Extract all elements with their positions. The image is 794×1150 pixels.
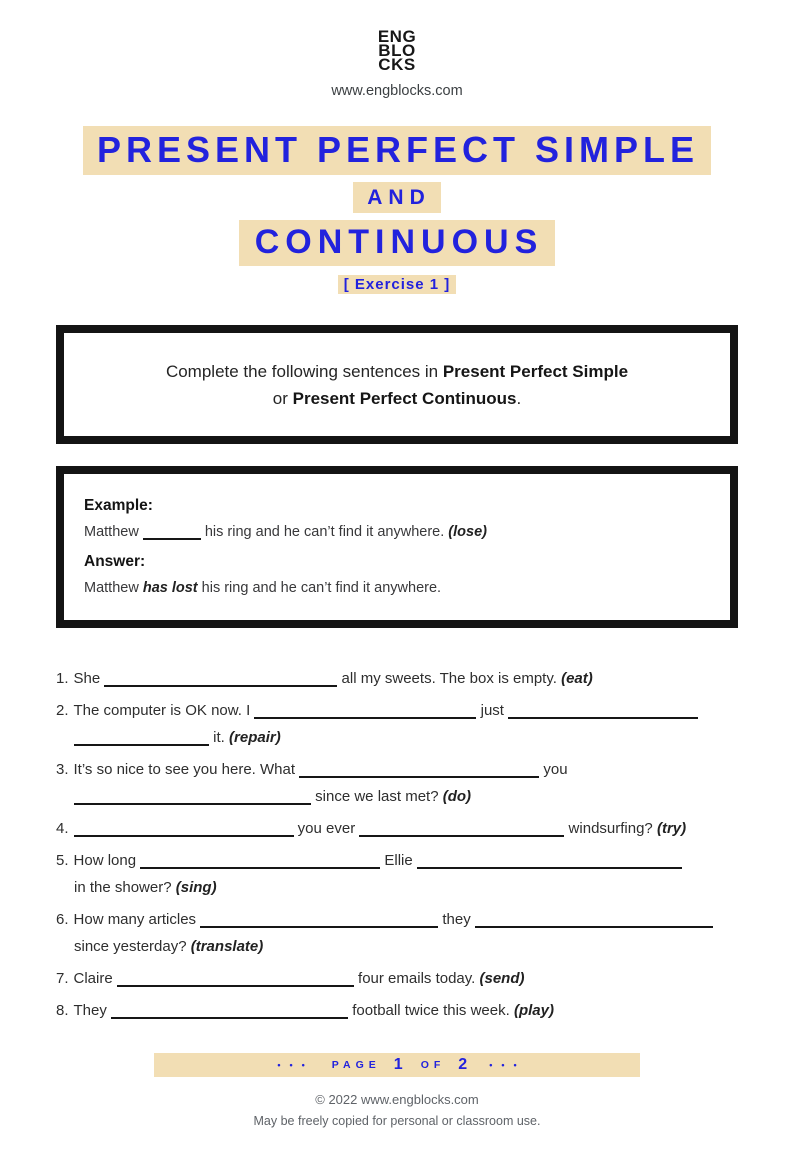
exercise-item: [56, 906, 738, 960]
verb-hint: (repair): [229, 729, 281, 746]
worksheet-page: [56, 27, 738, 1128]
sentence-text: How many articles: [73, 911, 201, 928]
exercise-line: [56, 756, 738, 783]
sentence-text: .: [516, 389, 522, 408]
exercise-line: [74, 874, 738, 901]
verb-hint: (do): [442, 788, 472, 805]
of-label: OF: [420, 1059, 446, 1071]
answer-blank: [104, 674, 337, 687]
sentence-text: They: [73, 1002, 112, 1019]
answer-blank: [74, 824, 294, 837]
example-box: [56, 466, 738, 628]
exercise-item: [56, 756, 738, 810]
current-page-number: 1: [393, 1056, 403, 1073]
exercise-tag-text: [ Exercise 1 ]: [338, 275, 457, 294]
answer-blank: [299, 765, 539, 778]
exercise-line: [74, 783, 738, 810]
exercise-item: [56, 815, 738, 842]
sentence-text: Present Perfect Continuous: [292, 389, 517, 408]
exercise-line: [74, 933, 738, 960]
exercise-item: [56, 697, 738, 751]
engblocks-logo: [56, 27, 738, 74]
item-number: 3.: [56, 761, 69, 778]
answer-blank: [140, 856, 380, 869]
answer-blank: [143, 527, 201, 540]
answer-blank: [74, 733, 209, 746]
exercise-line: [56, 906, 738, 933]
verb-hint: (send): [479, 970, 525, 987]
exercise-line: [56, 997, 738, 1024]
answer-blank: [417, 856, 682, 869]
logo-text-line: BLO: [378, 41, 416, 60]
instruction-line: [76, 385, 718, 412]
worksheet-title: [56, 126, 738, 294]
exercise-line: [56, 665, 738, 692]
sentence-text: Complete the following sentences in: [165, 362, 443, 381]
title-text: AND: [353, 182, 441, 213]
exercise-item: [56, 997, 738, 1024]
answer-blank: [111, 1006, 348, 1019]
sentence-text: you: [539, 761, 568, 778]
verb-hint: (translate): [190, 938, 264, 955]
sentence-text: his ring and he can’t find it anywhere.: [197, 580, 442, 596]
verb-hint: (sing): [175, 879, 217, 896]
title-line-2: [56, 182, 738, 213]
sentence-text: four emails today.: [353, 970, 480, 987]
sentence-text: Present Perfect Simple: [442, 362, 629, 381]
title-line-3: [56, 220, 738, 266]
item-number: 7.: [56, 970, 69, 987]
copyright-line: © 2022 www.engblocks.com: [315, 1092, 479, 1107]
answer-blank: [74, 792, 311, 805]
sentence-text: Matthew: [84, 524, 143, 540]
title-text: PRESENT PERFECT SIMPLE: [83, 126, 711, 175]
verb-hint: (eat): [561, 670, 593, 687]
exercise-line: [56, 697, 738, 724]
sentence-text: Matthew: [84, 580, 143, 596]
sentence-text: or: [272, 389, 293, 408]
verb-hint: has lost: [142, 580, 198, 596]
exercise-list: [56, 665, 738, 1024]
page-label: PAGE: [331, 1059, 381, 1071]
title-text: CONTINUOUS: [239, 220, 556, 266]
item-number: 5.: [56, 852, 69, 869]
sentence-text: The computer is OK now. I: [73, 702, 255, 719]
exercise-tag: [56, 275, 738, 294]
sentence-text: How long: [73, 852, 141, 869]
verb-hint: (lose): [448, 524, 487, 540]
sentence-text: Ellie: [380, 852, 417, 869]
exercise-line: [74, 724, 738, 751]
sentence-text: She: [73, 670, 105, 687]
exercise-item: [56, 847, 738, 901]
instruction-box: [56, 325, 738, 444]
sentence-text: windsurfing?: [564, 820, 657, 837]
sentence-text: just: [476, 702, 509, 719]
example-sentence: [84, 519, 710, 546]
answer-blank: [475, 915, 713, 928]
sentence-text: in the shower?: [74, 879, 176, 896]
sentence-text: you ever: [293, 820, 360, 837]
answer-blank: [359, 824, 564, 837]
item-number: 1.: [56, 670, 69, 687]
answer-blank: [117, 974, 354, 987]
instruction-line: [76, 358, 718, 385]
answer-blank: [254, 706, 476, 719]
item-number: 4.: [56, 820, 69, 837]
exercise-item: [56, 665, 738, 692]
sentence-text: since we last met?: [311, 788, 443, 805]
sentence-text: since yesterday?: [74, 938, 191, 955]
item-number: 6.: [56, 911, 69, 928]
sentence-text: football twice this week.: [348, 1002, 514, 1019]
item-number: 8.: [56, 1002, 69, 1019]
page-number-banner: [154, 1053, 640, 1077]
sentence-text: it.: [209, 729, 230, 746]
exercise-line: [56, 815, 738, 842]
banner-dots-left: •••: [277, 1060, 314, 1070]
title-line-1: [56, 126, 738, 175]
sentence-text: they: [438, 911, 475, 928]
answer-blank: [200, 915, 438, 928]
logo-text-line: CKS: [378, 55, 416, 74]
exercise-line: [56, 965, 738, 992]
sentence-text: Claire: [73, 970, 117, 987]
verb-hint: (play): [513, 1002, 554, 1019]
answer-blank: [508, 706, 698, 719]
exercise-item: [56, 965, 738, 992]
site-url: www.engblocks.com: [331, 83, 463, 99]
example-label: Example:: [84, 497, 153, 514]
sentence-text: It’s so nice to see you here. What: [73, 761, 300, 778]
exercise-line: [56, 847, 738, 874]
banner-dots-right: •••: [489, 1060, 526, 1070]
item-number: 2.: [56, 702, 69, 719]
answer-label: Answer:: [84, 553, 146, 570]
sentence-text: his ring and he can’t find it anywhere.: [200, 524, 449, 540]
total-pages-number: 2: [458, 1056, 468, 1073]
sentence-text: all my sweets. The box is empty.: [337, 670, 562, 687]
license-line: May be freely copied for personal or classroom use.: [253, 1114, 541, 1128]
example-answer: [84, 575, 710, 602]
logo-text-line: ENG: [377, 27, 417, 46]
verb-hint: (try): [656, 820, 687, 837]
